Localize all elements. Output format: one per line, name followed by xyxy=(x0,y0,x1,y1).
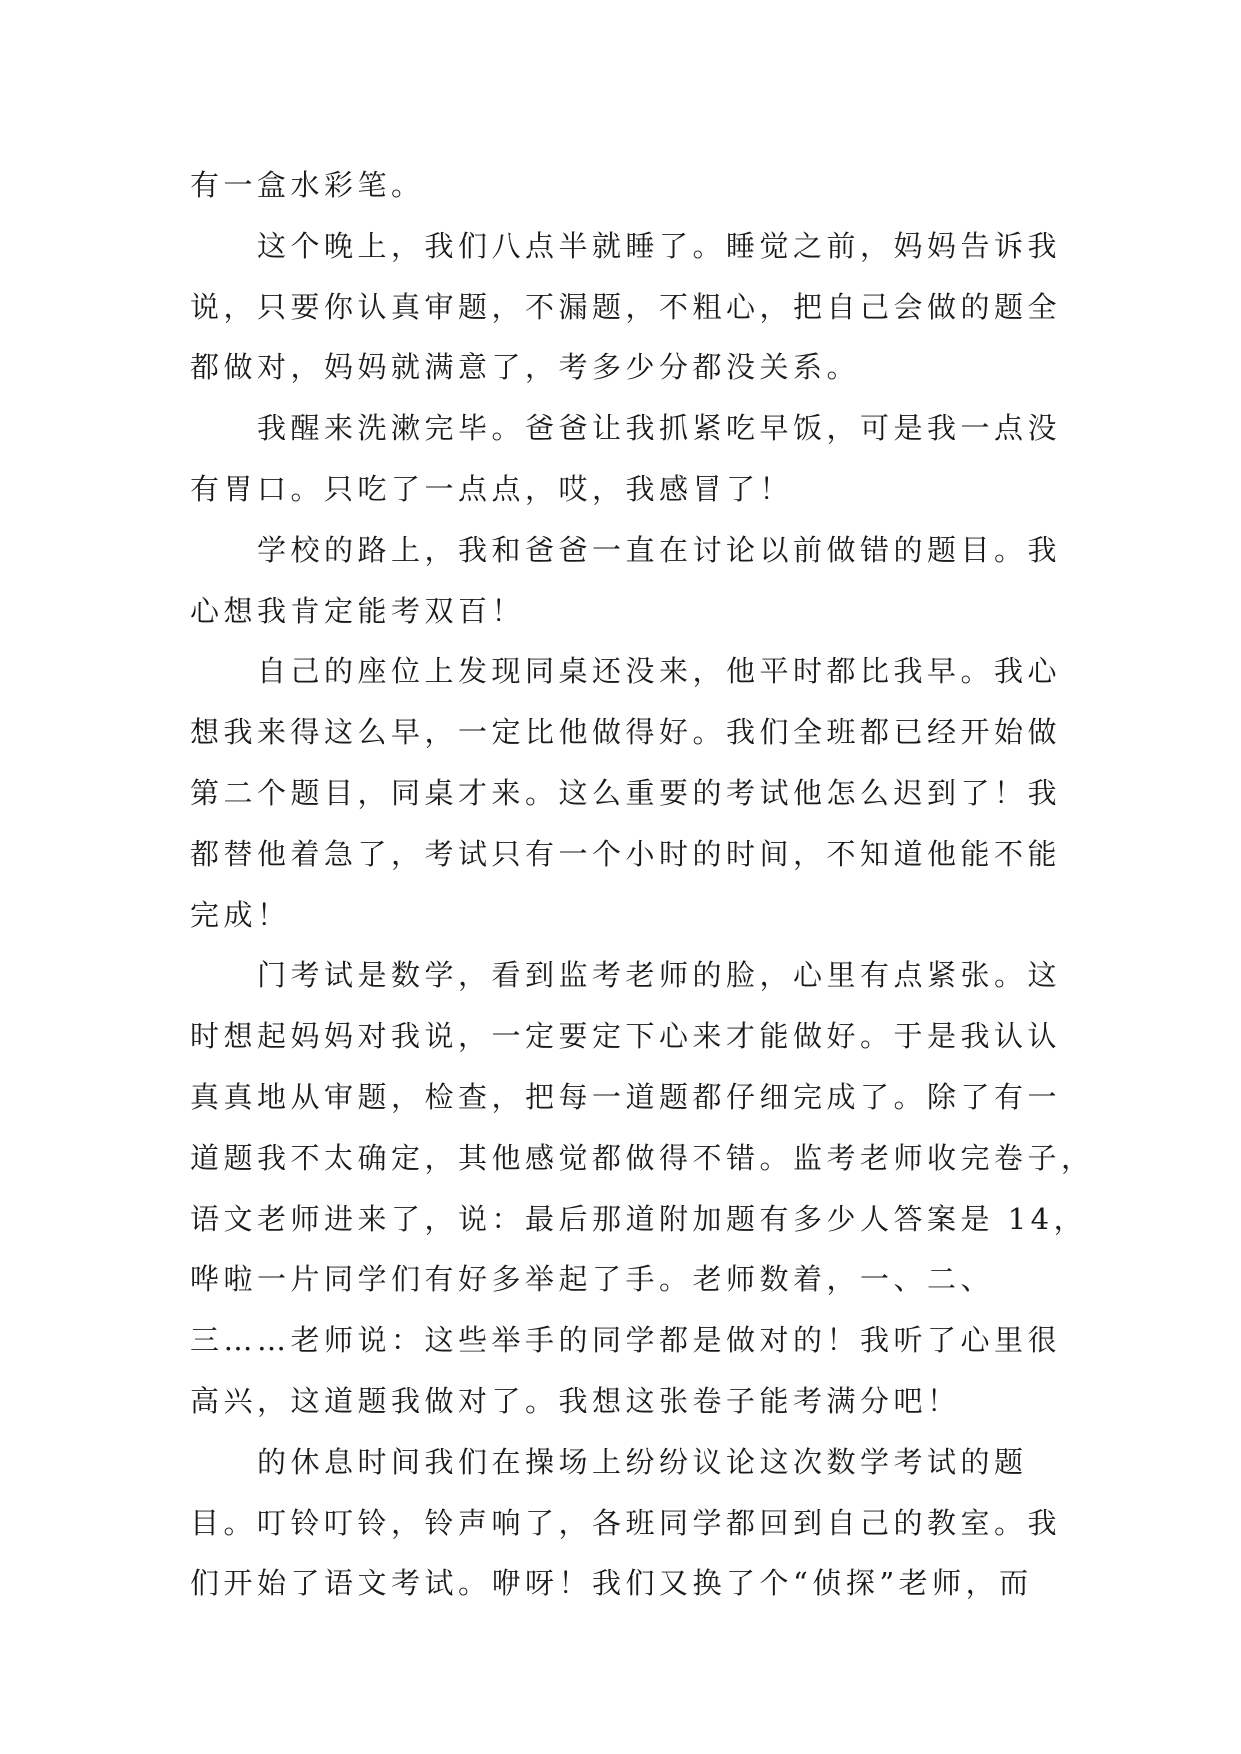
text-line: 哗啦一片同学们有好多举起了手。老师数着，一、二、 xyxy=(190,1262,995,1297)
text-line: 门考试是数学，看到监考老师的脸，心里有点紧张。这 xyxy=(257,958,1062,993)
text-line: 高兴，这道题我做对了。我想这张卷子能考满分吧！ xyxy=(190,1383,961,1418)
text-line: 这个晚上，我们八点半就睡了。睡觉之前，妈妈告诉我 xyxy=(257,228,1062,263)
text-line: 有一盒水彩笔。 xyxy=(190,168,425,202)
text-line: 时想起妈妈对我说，一定要定下心来才能做好。于是我认认 xyxy=(190,1019,1062,1054)
text-line: 道题我不太确定，其他感觉都做得不错。监考老师收完卷子， xyxy=(190,1140,1095,1175)
text-line: 第二个题目，同桌才来。这么重要的考试他怎么迟到了！我 xyxy=(190,775,1062,810)
text-line: 学校的路上，我和爸爸一直在讨论以前做错的题目。我 xyxy=(257,532,1062,567)
text-line: 三……老师说：这些举手的同学都是做对的！我听了心里很 xyxy=(190,1323,1062,1358)
paragraph-1 xyxy=(190,216,1062,398)
text-line: 语文老师进来了，说：最后那道附加题有多少人答案是 14， xyxy=(190,1201,1088,1236)
text-line: 我醒来洗漱完毕。爸爸让我抓紧吃早饭，可是我一点没 xyxy=(257,411,1062,446)
paragraph-6 xyxy=(190,1432,1062,1614)
paragraph-2 xyxy=(190,398,1062,520)
text-line: 们开始了语文考试。咿呀！我们又换了个“侦探”老师，而 xyxy=(190,1566,1033,1601)
text-line: 的休息时间我们在操场上纷纷议论这次数学考试的题 xyxy=(257,1444,1028,1479)
text-line: 自己的座位上发现同桌还没来，他平时都比我早。我心 xyxy=(257,654,1062,689)
text-line: 目。叮铃叮铃，铃声响了，各班同学都回到自己的教室。我 xyxy=(190,1505,1062,1540)
paragraph-4 xyxy=(190,641,1062,945)
text-line: 心想我肯定能考双百！ xyxy=(190,593,526,628)
text-line: 都做对，妈妈就满意了，考多少分都没关系。 xyxy=(190,350,861,385)
text-line: 都替他着急了，考试只有一个小时的时间，不知道他能不能 xyxy=(190,836,1062,871)
paragraph-5 xyxy=(190,945,1095,1431)
paragraph-0 xyxy=(190,155,1054,216)
text-line: 想我来得这么早，一定比他做得好。我们全班都已经开始做 xyxy=(190,715,1062,750)
document-body xyxy=(190,155,1095,1614)
text-line: 真真地从审题，检查，把每一道题都仔细完成了。除了有一 xyxy=(190,1079,1062,1114)
text-line: 完成！ xyxy=(190,897,291,932)
paragraph-3 xyxy=(190,520,1062,642)
text-line: 有胃口。只吃了一点点，哎，我感冒了！ xyxy=(190,471,794,506)
text-line: 说，只要你认真审题，不漏题，不粗心，把自己会做的题全 xyxy=(190,289,1062,324)
